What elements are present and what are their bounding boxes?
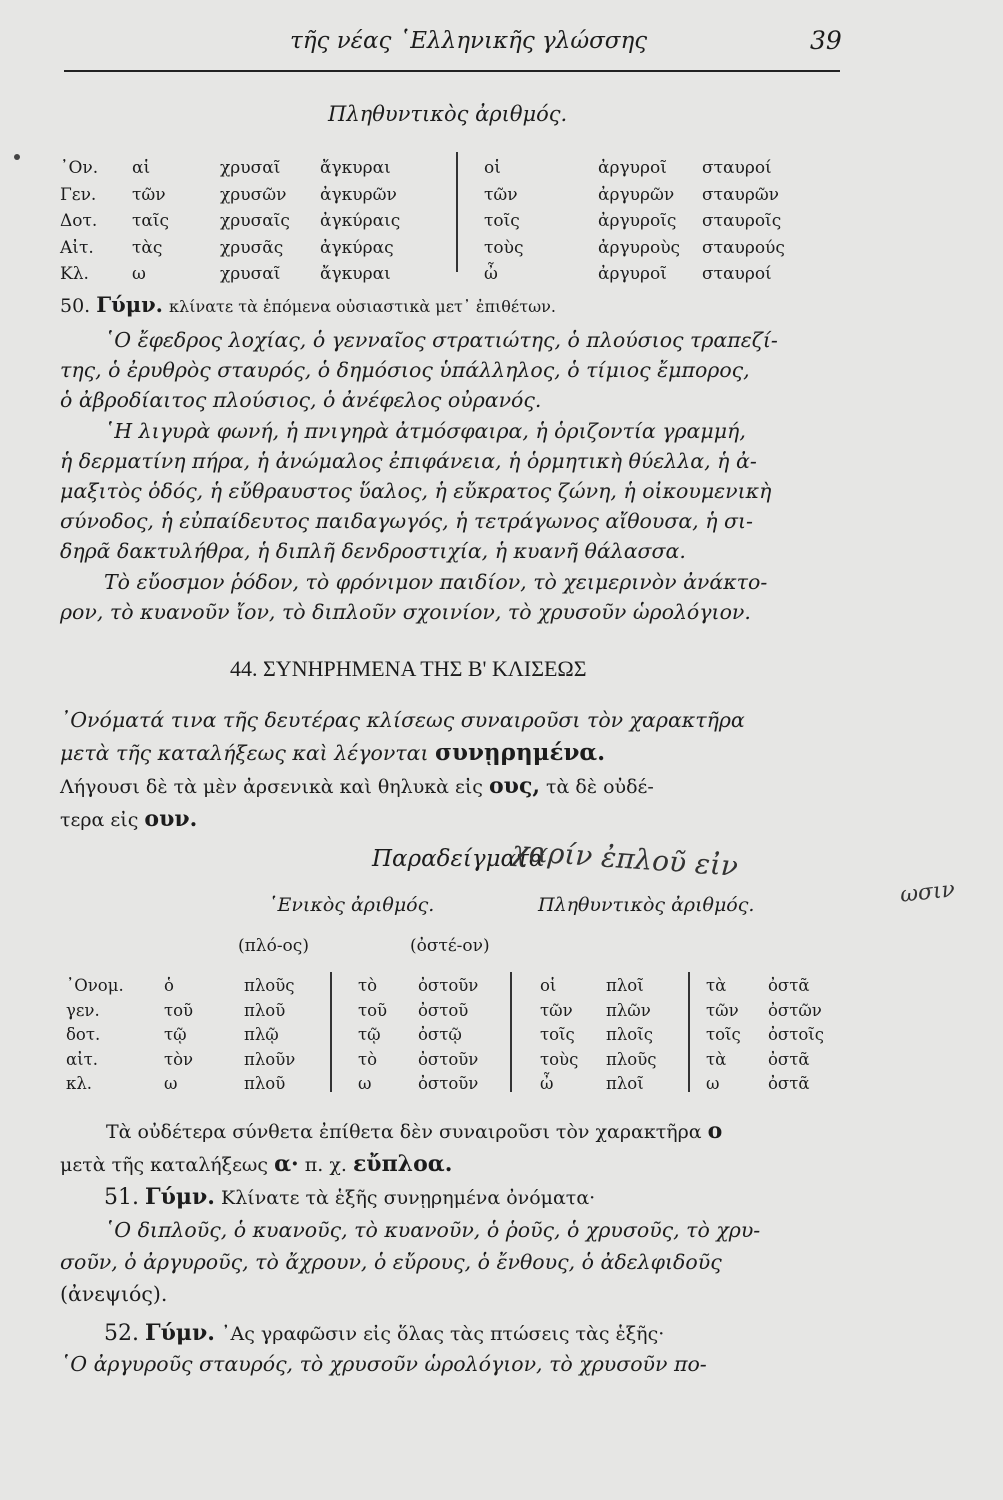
ex51-line: σοῦν, ὁ ἀργυροῦς, τὸ ἄχρουν, ὁ εὔρους, ὁ ἔνθους, ὁ ἀδελφιδοῦς	[60, 1250, 722, 1274]
exercise-50-instruction: κλίνατε τὰ ἑπόμενα οὐσιαστικὰ μετ᾿ ἐπιθέτων.	[169, 297, 556, 316]
table1-cell: σταυρούς	[702, 237, 785, 258]
table1-cell: ἀργυρῶν	[598, 184, 675, 205]
running-header-title: τῆς νέας ῾Ελληνικῆς γλώσσης	[290, 28, 648, 54]
table1-cell: τοὺς	[484, 237, 524, 258]
table2-cell: ᾿Ονομ.	[66, 976, 124, 995]
table2-cell: αἰτ.	[66, 1049, 98, 1069]
table1-cell: χρυσαῖ	[220, 158, 281, 178]
table2-cell: πλοῦ	[244, 1074, 286, 1093]
table2-cell: τοῦ	[164, 1000, 194, 1020]
table2-divider-2	[510, 972, 512, 1092]
table2-cell: κλ.	[66, 1074, 93, 1093]
plural-number-title: Πληθυντικὸς ἀριθμός.	[328, 102, 568, 126]
table1-cell: ᾿Ον.	[60, 158, 99, 178]
table2-cell: πλῶν	[606, 1000, 651, 1020]
exercise-52-number: 52.	[104, 1321, 139, 1346]
note-line-2-text: μετὰ τῆς καταλήξεως	[60, 1154, 269, 1176]
section-44-line-4-text: τερα εἰς	[60, 809, 139, 831]
section-44-line-3-tail: τὰ δὲ οὐδέ-	[546, 776, 654, 798]
table2-cell: ὀστῷ	[418, 1025, 462, 1044]
ex50-line: Τὸ εὔοσμον ῥόδον, τὸ φρόνιμον παιδίον, τὸ χειμερινὸν ἀνάκτο-	[104, 569, 768, 594]
header-rule	[64, 70, 840, 72]
exercise-52-line: ῾Ο ἀργυροῦς σταυρός, τὸ χρυσοῦν ὡρολόγιον, τὸ χρυσοῦν πο-	[60, 1352, 707, 1376]
exercise-50-heading	[60, 294, 556, 316]
table2-cell: τῶν	[706, 1000, 739, 1020]
table2-cell: πλοῖ	[606, 1074, 644, 1093]
table2-cell: γεν.	[66, 1000, 100, 1020]
exercise-51-number: 51.	[104, 1185, 139, 1210]
table2-cell: ὀστᾶ	[768, 976, 810, 995]
ending-oun: ουν.	[144, 806, 198, 832]
table1-cell: τοῖς	[484, 211, 520, 231]
ex50-line: ρον, τὸ κυανοῦν ἴον, τὸ διπλοῦν σχοινίον, τὸ χρυσοῦν ὡρολόγιον.	[60, 599, 751, 624]
table2-cell: ὀστοῦν	[418, 976, 479, 995]
note-eg: π. χ.	[304, 1154, 347, 1176]
note-char-o: ο	[707, 1118, 723, 1144]
ex50-line: ῾Ο ἔφεδρος λοχίας, ὁ γενναῖος στρατιώτης, ὁ πλούσιος τραπεζί-	[104, 328, 778, 352]
table1-cell: Κλ.	[60, 264, 89, 284]
table2-cell: ὀστοῦν	[418, 1074, 479, 1093]
table2-cell: πλῷ	[244, 1025, 279, 1044]
exercise-51-label: Γύμν.	[145, 1184, 215, 1210]
table1-cell: ἀγκυρῶν	[320, 184, 397, 205]
note-line-1	[106, 1120, 722, 1142]
exercise-50-number: 50.	[60, 295, 91, 317]
ex50-line: δηρᾶ δακτυλήθρα, ἡ διπλῆ δενδροστιχία, ἡ κυανῆ θάλασσα.	[60, 539, 686, 564]
page-number: 39	[810, 26, 842, 55]
table2-cell: ὀστοῦ	[418, 1000, 469, 1020]
table2-cell: τοῦ	[358, 1000, 388, 1020]
table2-cell: τοῖς	[540, 1025, 575, 1044]
table2-cell: οἱ	[540, 976, 557, 995]
table1-cell: χρυσαῖ	[220, 264, 281, 284]
table1-divider	[456, 152, 458, 272]
section-44-line-3	[60, 775, 654, 797]
table2-cell: ω	[706, 1074, 720, 1093]
table2-cell: δοτ.	[66, 1025, 101, 1044]
table1-cell: τῶν	[484, 184, 518, 205]
table1-cell: ἀργυροῖς	[598, 211, 677, 231]
handwritten-annotation: χαρίν ἐπλοῦ εἰν	[511, 834, 740, 883]
stem-oste-on: (ὀστέ-ον)	[410, 936, 490, 956]
table1-cell: ἄγκυραι	[320, 158, 391, 178]
table2-cell: τὸ	[358, 1049, 378, 1069]
table1-cell: χρυσᾶς	[220, 237, 284, 258]
table1-cell: ἀγκύρας	[320, 237, 394, 258]
table1-cell: σταυροί	[702, 158, 772, 178]
table1-cell: ἀργυροὺς	[598, 237, 681, 258]
table2-cell: ὀστῶν	[768, 1000, 822, 1020]
table1-cell: ἀργυροῖ	[598, 264, 667, 284]
table1-cell: σταυρῶν	[702, 184, 780, 205]
singular-number-title: ῾Ενικὸς ἀριθμός.	[268, 894, 435, 916]
table1-cell: αἱ	[132, 158, 151, 178]
section-44-line-4	[60, 808, 197, 830]
table2-cell: τὸν	[164, 1049, 194, 1069]
table2-cell: ὁ	[164, 976, 174, 995]
exercise-51-instruction: Κλίνατε τὰ ἑξῆς συνῃρημένα ὀνόματα·	[221, 1187, 596, 1209]
ex50-line: ἡ δερματίνη πήρα, ἡ ἀνώμαλος ἐπιφάνεια, ἡ ὁρμητικὴ θύελλα, ἡ ἀ-	[60, 448, 757, 473]
table2-cell: ω	[358, 1074, 372, 1093]
table1-cell: τῶν	[132, 184, 166, 205]
ex51-line: (ἀνεψιός).	[60, 1282, 168, 1306]
table2-cell: πλοῖ	[606, 976, 644, 995]
table2-cell: ὀστᾶ	[768, 1049, 810, 1069]
table2-cell: τῷ	[164, 1025, 187, 1044]
term-synirimena: συνῃρημένα.	[435, 739, 606, 766]
table1-cell: σταυροῖς	[702, 211, 782, 231]
table1-cell: τὰς	[132, 237, 163, 258]
section-44-line-2-text: μετὰ τῆς καταλήξεως καὶ λέγονται	[60, 741, 429, 765]
margin-dot	[14, 154, 20, 160]
ex50-line: σύνοδος, ἡ εὐπαίδευτος παιδαγωγός, ἡ τετράγωνος αἴθουσα, ἡ σι-	[60, 509, 753, 534]
table1-cell: ἄγκυραι	[320, 264, 391, 284]
section-44-line-2	[60, 741, 605, 764]
note-line-2	[60, 1153, 452, 1175]
table1-cell: Δοτ.	[60, 211, 98, 231]
note-example-eyploa: εὔπλοα.	[352, 1151, 453, 1177]
table1-cell: οἱ	[484, 158, 501, 178]
table2-cell: ὀστοῖς	[768, 1025, 824, 1044]
section-44-line-1: ᾿Ονόματά τινα τῆς δευτέρας κλίσεως συναιροῦσι τὸν χαρακτῆρα	[60, 708, 745, 732]
table1-cell: ἀγκύραις	[320, 211, 401, 231]
table2-cell: ὀστᾶ	[768, 1074, 810, 1093]
table2-divider-3	[688, 972, 690, 1092]
table2-cell: τοὺς	[540, 1049, 579, 1069]
note-line-1-text: Τὰ οὐδέτερα σύνθετα ἐπίθετα δὲν συναιροῦσι τὸν χαρακτῆρα	[106, 1121, 702, 1143]
ex50-line: ῾Η λιγυρὰ φωνή, ἡ πνιγηρὰ ἀτμόσφαιρα, ἡ ὁριζοντία γραμμή,	[104, 418, 746, 443]
exercise-50-label: Γύμν.	[96, 292, 163, 317]
plural-number-title-2: Πληθυντικὸς ἀριθμός.	[538, 894, 755, 916]
table2-cell: τὰ	[706, 976, 727, 995]
table2-cell: πλοῦς	[244, 976, 295, 995]
exercise-52-label: Γύμν.	[145, 1320, 215, 1346]
exercise-52-heading	[104, 1322, 664, 1345]
table2-cell: τῶν	[540, 1000, 573, 1020]
table1-cell: χρυσαῖς	[220, 211, 290, 231]
ex51-line: ῾Ο διπλοῦς, ὁ κυανοῦς, τὸ κυανοῦν, ὁ ῥοῦς, ὁ χρυσοῦς, τὸ χρυ-	[104, 1218, 761, 1242]
exercise-52-instruction: ᾿Ας γραφῶσιν εἰς ὅλας τὰς πτώσεις τὰς ἑξῆς·	[221, 1323, 665, 1345]
table2-cell: τοῖς	[706, 1025, 741, 1044]
table2-cell: πλοῦ	[244, 1000, 286, 1020]
table1-cell: ω	[132, 264, 146, 284]
section-44-line-3-text: Λήγουσι δὲ τὰ μὲν ἀρσενικὰ καὶ θηλυκὰ εἰς	[60, 776, 483, 798]
table2-cell: τῷ	[358, 1025, 381, 1044]
table2-cell: ὦ	[540, 1074, 554, 1093]
ending-ous: ους,	[489, 773, 540, 799]
table1-cell: ὦ	[484, 264, 498, 284]
table2-cell: πλοῦς	[606, 1049, 657, 1069]
stem-plo-os: (πλό-ος)	[238, 936, 309, 956]
table1-cell: Αἰτ.	[60, 237, 94, 258]
table1-cell: χρυσῶν	[220, 184, 287, 205]
table2-cell: πλοῦν	[244, 1049, 296, 1069]
examples-label: Παραδείγματα	[372, 846, 545, 872]
ex50-line: της, ὁ ἐρυθρὸς σταυρός, ὁ δημόσιος ὑπάλληλος, ὁ τίμιος ἔμπορος,	[60, 358, 750, 383]
table2-cell: τὰ	[706, 1049, 727, 1069]
table1-cell: ταῖς	[132, 211, 170, 231]
section-44-heading: 44. ΣΥΝΗΡΗΜΕΝΑ ΤΗΣ Β' ΚΛΙΣΕΩΣ	[230, 656, 587, 681]
table2-cell: ω	[164, 1074, 178, 1093]
table2-cell: πλοῖς	[606, 1025, 653, 1044]
table1-cell: σταυροί	[702, 264, 772, 284]
handwritten-annotation-2: ωσιν	[898, 877, 957, 908]
table2-cell: τὸ	[358, 976, 378, 995]
ex50-line: ὁ ἀβροδίαιτος πλούσιος, ὁ ἀνέφελος οὐρανός.	[60, 388, 542, 413]
table1-cell: Γεν.	[60, 184, 97, 205]
table1-cell: ἀργυροῖ	[598, 158, 667, 178]
exercise-51-heading	[104, 1186, 595, 1209]
table2-divider-1	[330, 972, 332, 1092]
note-ending-a: α·	[274, 1151, 299, 1177]
ex50-line: μαξιτὸς ὁδός, ἡ εὔθραυστος ὕαλος, ἡ εὔκρατος ζώνη, ἡ οἰκουμενικὴ	[60, 479, 772, 503]
table2-cell: ὀστοῦν	[418, 1049, 479, 1069]
